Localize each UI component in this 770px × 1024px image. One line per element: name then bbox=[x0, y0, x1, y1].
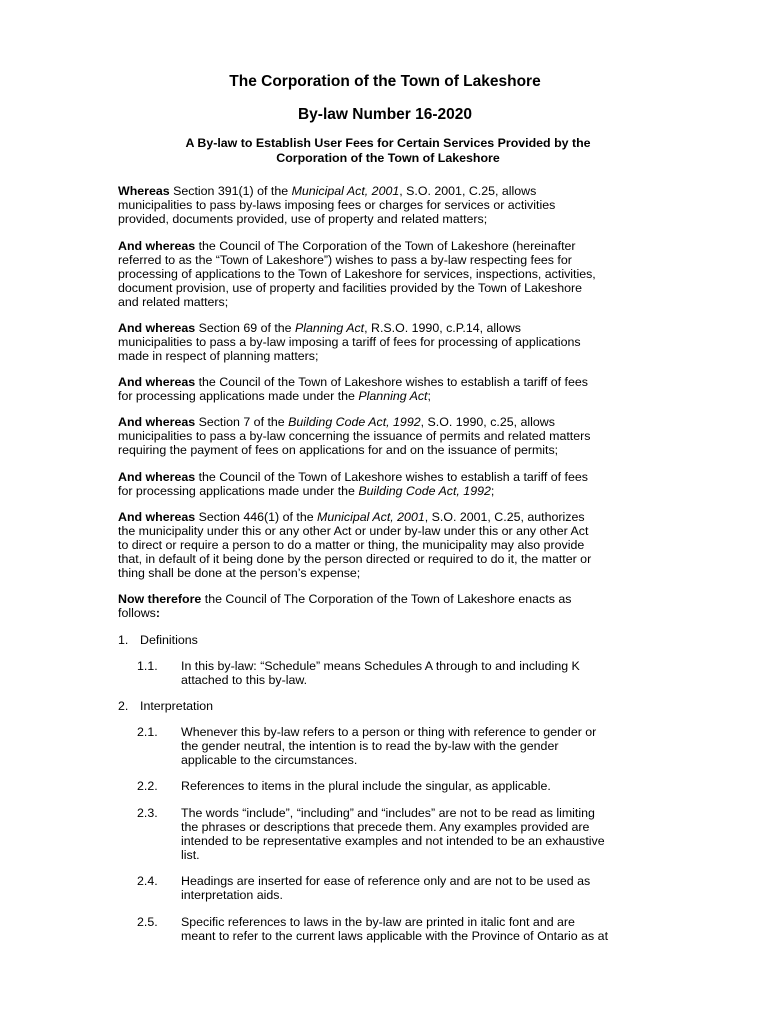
subsection-line: the phrases or descriptions that precede them. Any examples provided are bbox=[181, 820, 590, 835]
italic-statute-name: Building Code Act, 1992 bbox=[288, 415, 421, 429]
recital-paragraph bbox=[118, 321, 718, 363]
paragraph-line: Now therefore the Council of The Corporation of the Town of Lakeshore enacts as bbox=[118, 592, 572, 606]
paragraph-line: thing shall be done at the person’s expense; bbox=[118, 566, 361, 581]
corporation-title: The Corporation of the Town of Lakeshore bbox=[229, 73, 541, 90]
paragraph-line: municipalities to pass a by-law concerning the issuance of permits and related matters bbox=[118, 429, 591, 444]
recital-lead: And whereas bbox=[118, 510, 196, 524]
recital-lead: And whereas bbox=[118, 415, 196, 429]
paragraph-line: And whereas the Council of the Town of Lakeshore wishes to establish a tariff of fees bbox=[118, 470, 588, 484]
section-heading bbox=[118, 699, 213, 713]
paragraph-line: requiring the payment of fees on applications for and on the issuance of permits; bbox=[118, 443, 559, 458]
recital-lead: And whereas bbox=[118, 239, 196, 253]
subsection-number: 1.1. bbox=[137, 659, 158, 673]
recital-lead: And whereas bbox=[118, 470, 196, 484]
recital-lead: And whereas bbox=[118, 375, 196, 389]
enacting-clause bbox=[118, 592, 718, 620]
section-title: Interpretation bbox=[140, 699, 214, 713]
subsection-line: intended to be representative examples and not intended to be an exhaustive bbox=[181, 834, 605, 849]
recital-lead: Now therefore bbox=[118, 592, 202, 606]
paragraph-line: municipalities to pass by-laws imposing fees or charges for services or activities bbox=[118, 198, 556, 213]
paragraph-line: to direct or require a person to do a matter or thing, the municipality may also provide bbox=[118, 538, 585, 553]
italic-statute-name: Planning Act bbox=[358, 389, 428, 404]
subsection-text bbox=[181, 874, 721, 902]
recital-lead: Whereas bbox=[118, 184, 170, 198]
subsection-number: 2.5. bbox=[137, 915, 158, 929]
recital-paragraph bbox=[118, 415, 718, 457]
bylaw-subtitle bbox=[118, 136, 658, 166]
paragraph-line: And whereas the Council of the Town of Lakeshore wishes to establish a tariff of fees bbox=[118, 375, 588, 389]
recital-paragraph bbox=[118, 375, 718, 403]
subsection-text bbox=[181, 915, 721, 943]
recital-paragraph bbox=[118, 470, 718, 498]
paragraph-line: made in respect of planning matters; bbox=[118, 349, 319, 364]
subsection-text bbox=[181, 779, 721, 793]
subsection-number: 2.2. bbox=[137, 779, 158, 793]
italic-statute-name: Municipal Act, 2001 bbox=[291, 184, 400, 198]
subsection-line: applicable to the circumstances. bbox=[181, 753, 358, 768]
subsection-line: Headings are inserted for ease of reference only and are not to be used as bbox=[181, 874, 591, 888]
subsection-text bbox=[181, 806, 721, 862]
paragraph-line: and related matters; bbox=[118, 295, 229, 310]
paragraph-line: And whereas Section 446(1) of the Municipal Act, 2001, S.O. 2001, C.25, authorizes bbox=[118, 510, 585, 524]
paragraph-line: that, in default of it being done by the person directed or required to do it, the matter or bbox=[118, 552, 592, 567]
subsection-line: Whenever this by-law refers to a person or thing with reference to gender or bbox=[181, 725, 597, 739]
subsection-number: 2.1. bbox=[137, 725, 158, 739]
paragraph-line: for processing applications made under the Building Code Act, 1992; bbox=[118, 484, 495, 499]
italic-statute-name: Municipal Act, 2001 bbox=[317, 510, 425, 524]
paragraph-line: follows: bbox=[118, 606, 161, 621]
paragraph-line: And whereas the Council of The Corporation of the Town of Lakeshore (hereinafter bbox=[118, 239, 576, 253]
subsection-line: The words “include”, “including” and “includes” are not to be read as limiting bbox=[181, 806, 595, 820]
subsection-line: list. bbox=[181, 848, 200, 863]
paragraph-line: And whereas Section 69 of the Planning Act, R.S.O. 1990, c.P.14, allows bbox=[118, 321, 521, 335]
paragraph-line: for processing applications made under the Planning Act; bbox=[118, 389, 431, 404]
subsection-text bbox=[181, 725, 721, 767]
paragraph-line: processing of applications to the Town of Lakeshore for services, inspections, activities, bbox=[118, 267, 596, 282]
subsection-line: In this by-law: “Schedule” means Schedules A through to and including K bbox=[181, 659, 580, 673]
subsection-number: 2.3. bbox=[137, 806, 158, 820]
subsection-line: References to items in the plural include the singular, as applicable. bbox=[181, 779, 551, 793]
section-heading bbox=[118, 633, 198, 647]
subsection-line: Specific references to laws in the by-law are printed in italic font and are bbox=[181, 915, 575, 929]
paragraph-line: document provision, use of property and facilities provided by the Town of Lakeshore bbox=[118, 281, 583, 296]
subtitle-line: A By-law to Establish User Fees for Certain Services Provided by the bbox=[185, 136, 591, 150]
paragraph-line: referred to as the “Town of Lakeshore”) wishes to pass a by-law respecting fees for bbox=[118, 253, 572, 268]
recital-paragraph bbox=[118, 239, 718, 309]
paragraph-line: Whereas Section 391(1) of the Municipal Act, 2001, S.O. 2001, C.25, allows bbox=[118, 184, 537, 198]
subtitle-line: Corporation of the Town of Lakeshore bbox=[276, 151, 500, 165]
paragraph-line: municipalities to pass a by-law imposing a tariff of fees for processing of applications bbox=[118, 335, 581, 350]
bylaw-number: By-law Number 16-2020 bbox=[297, 106, 473, 123]
subsection-text bbox=[181, 659, 721, 687]
subsection-line: attached to this by-law. bbox=[181, 673, 308, 688]
bold-text: : bbox=[155, 606, 161, 621]
subsection-line: interpretation aids. bbox=[181, 888, 283, 903]
subsection-line: the gender neutral, the intention is to read the by-law with the gender bbox=[181, 739, 559, 754]
italic-statute-name: Building Code Act, 1992 bbox=[358, 484, 491, 499]
subsection-number: 2.4. bbox=[137, 874, 158, 888]
paragraph-line: the municipality under this or any other Act or under by-law under this or any other Act bbox=[118, 524, 589, 539]
recital-lead: And whereas bbox=[118, 321, 196, 335]
section-number: 1. bbox=[118, 633, 129, 647]
section-title: Definitions bbox=[140, 633, 198, 647]
recital-paragraph bbox=[118, 510, 718, 580]
subsection-line: meant to refer to the current laws applicable with the Province of Ontario as at bbox=[181, 929, 609, 944]
recital-paragraph bbox=[118, 184, 718, 226]
section-number: 2. bbox=[118, 699, 129, 713]
paragraph-line: provided, documents provided, use of property and related matters; bbox=[118, 212, 488, 227]
italic-statute-name: Planning Act bbox=[295, 321, 365, 335]
paragraph-line: And whereas Section 7 of the Building Code Act, 1992, S.O. 1990, c.25, allows bbox=[118, 415, 555, 429]
